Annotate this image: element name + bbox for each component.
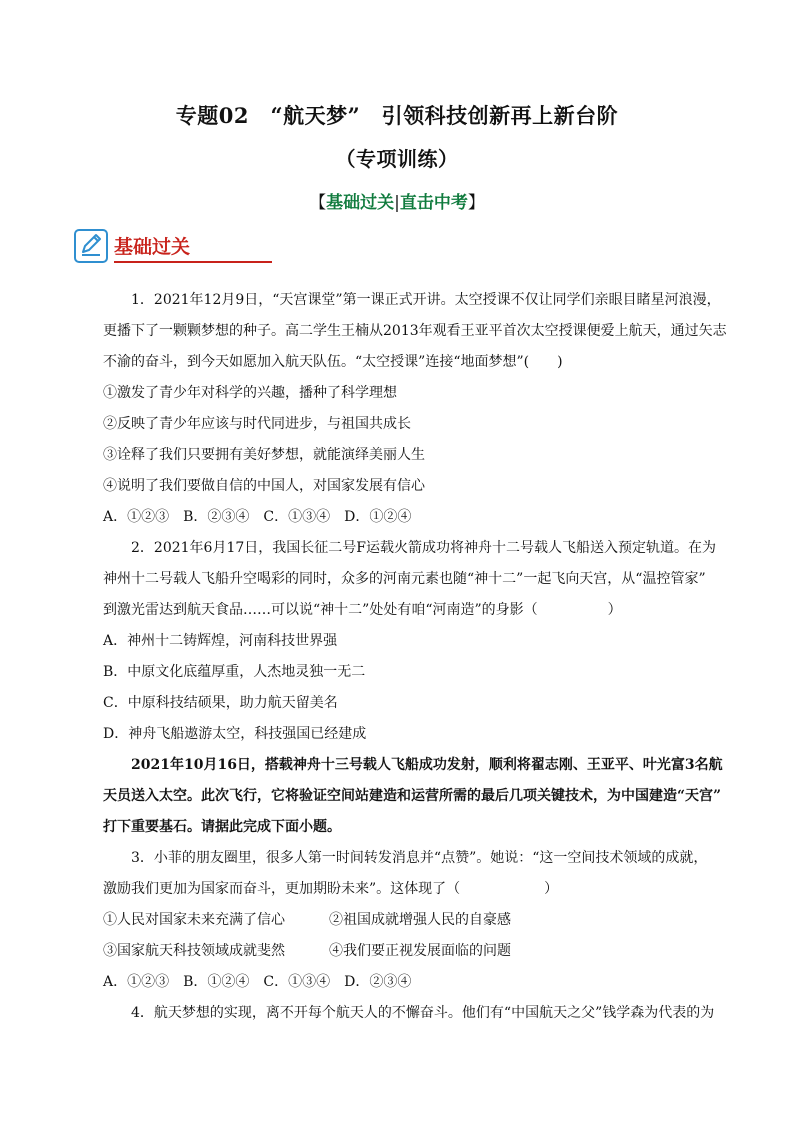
q2-option-b: B．中原文化底蕴厚重，人杰地灵独一无二 <box>103 664 366 680</box>
q1-option-1: ①激发了青少年对科学的兴趣，播种了科学理想 <box>103 385 397 401</box>
q3-option-4: ④我们要正视发展面临的问题 <box>329 943 511 959</box>
q3-option-3: ③国家航天科技领域成就斐然 <box>103 943 285 959</box>
q2-option-a: A．神州十二铸辉煌，河南科技世界强 <box>103 633 338 649</box>
q2-option-d: D．神舟飞船遨游太空，科技强国已经建成 <box>103 726 367 742</box>
q2-line2: 神州十二号载人飞船升空喝彩的同时，众多的河南元素也随“神十二”一起飞向天宫，从“温控管家” <box>103 571 706 587</box>
q3-options-row-1 <box>103 905 743 936</box>
q2-line3: 到激光雷达到航天食品……可以说“神十二”处处有咱“河南造”的身影（ ） <box>103 602 622 618</box>
material-line3: 打下重要基石。请据此完成下面小题。 <box>103 819 341 835</box>
question-content <box>103 285 743 1029</box>
material-line1: 2021年10月16日，搭载神舟十三号载人飞船成功发射，顺利将翟志刚、王亚平、叶光富3名航 <box>131 757 723 773</box>
q3-choices: A．①②③ B．①②④ C．①③④ D．②③④ <box>103 974 412 990</box>
tag-close-bracket: 】 <box>467 193 485 213</box>
document-subtitle: （专项训练） <box>335 147 459 171</box>
q1-line3: 不渝的奋斗，到今天如愿加入航天队伍。“太空授课”连接“地面梦想”( ) <box>103 354 563 370</box>
material-line2: 天员送入太空。此次飞行，它将验证空间站建造和运营所需的最后几项关键技术，为中国建造“天宫” <box>103 788 722 804</box>
q1-line1: 1．2021年12月9日，“天宫课堂”第一课正式开讲。太空授课不仅让同学们亲眼目睹星河浪漫， <box>131 292 721 308</box>
pencil-edit-icon <box>74 229 108 263</box>
tag-exam: 直击中考 <box>399 193 468 213</box>
document-title: 专题02 “航天梦” 引领科技创新再上新台阶 <box>175 103 619 128</box>
q1-line2: 更播下了一颗颗梦想的种子。高二学生王楠从2013年观看王亚平首次太空授课便爱上航天，通过矢志 <box>103 323 727 339</box>
q1-option-3: ③诠释了我们只要拥有美好梦想，就能演绎美丽人生 <box>103 447 425 463</box>
q4-line1: 4．航天梦想的实现，离不开每个航天人的不懈奋斗。他们有“中国航天之父”钱学森为代表的为 <box>131 1005 715 1021</box>
q1-choices: A．①②③ B．②③④ C．①③④ D．①②④ <box>103 509 412 525</box>
tag-separator: | <box>394 193 400 213</box>
tag-open-bracket: 【 <box>309 193 327 213</box>
q3-line2: 激励我们更加为国家而奋斗，更加期盼未来”。这体现了（ ） <box>103 881 559 897</box>
q3-option-1: ①人民对国家未来充满了信心 <box>103 912 285 928</box>
section-tag <box>0 188 794 213</box>
q3-line1: 3．小菲的朋友圈里，很多人第一时间转发消息并“点赞”。她说：“这一空间技术领域的成就， <box>131 850 708 866</box>
section-heading-underline <box>114 261 272 263</box>
section-heading-label: 基础过关 <box>114 236 191 258</box>
q2-option-c: C．中原科技结硕果，助力航天留美名 <box>103 695 338 711</box>
q1-option-4: ④说明了我们要做自信的中国人，对国家发展有信心 <box>103 478 425 494</box>
q3-options-row-2 <box>103 936 743 967</box>
q3-option-2: ②祖国成就增强人民的自豪感 <box>329 912 511 928</box>
tag-basic: 基础过关 <box>326 193 395 213</box>
q1-option-2: ②反映了青少年应该与时代同进步，与祖国共成长 <box>103 416 411 432</box>
q2-line1: 2．2021年6月17日，我国长征二号F运载火箭成功将神舟十二号载人飞船送入预定轨道。在为 <box>131 540 716 556</box>
